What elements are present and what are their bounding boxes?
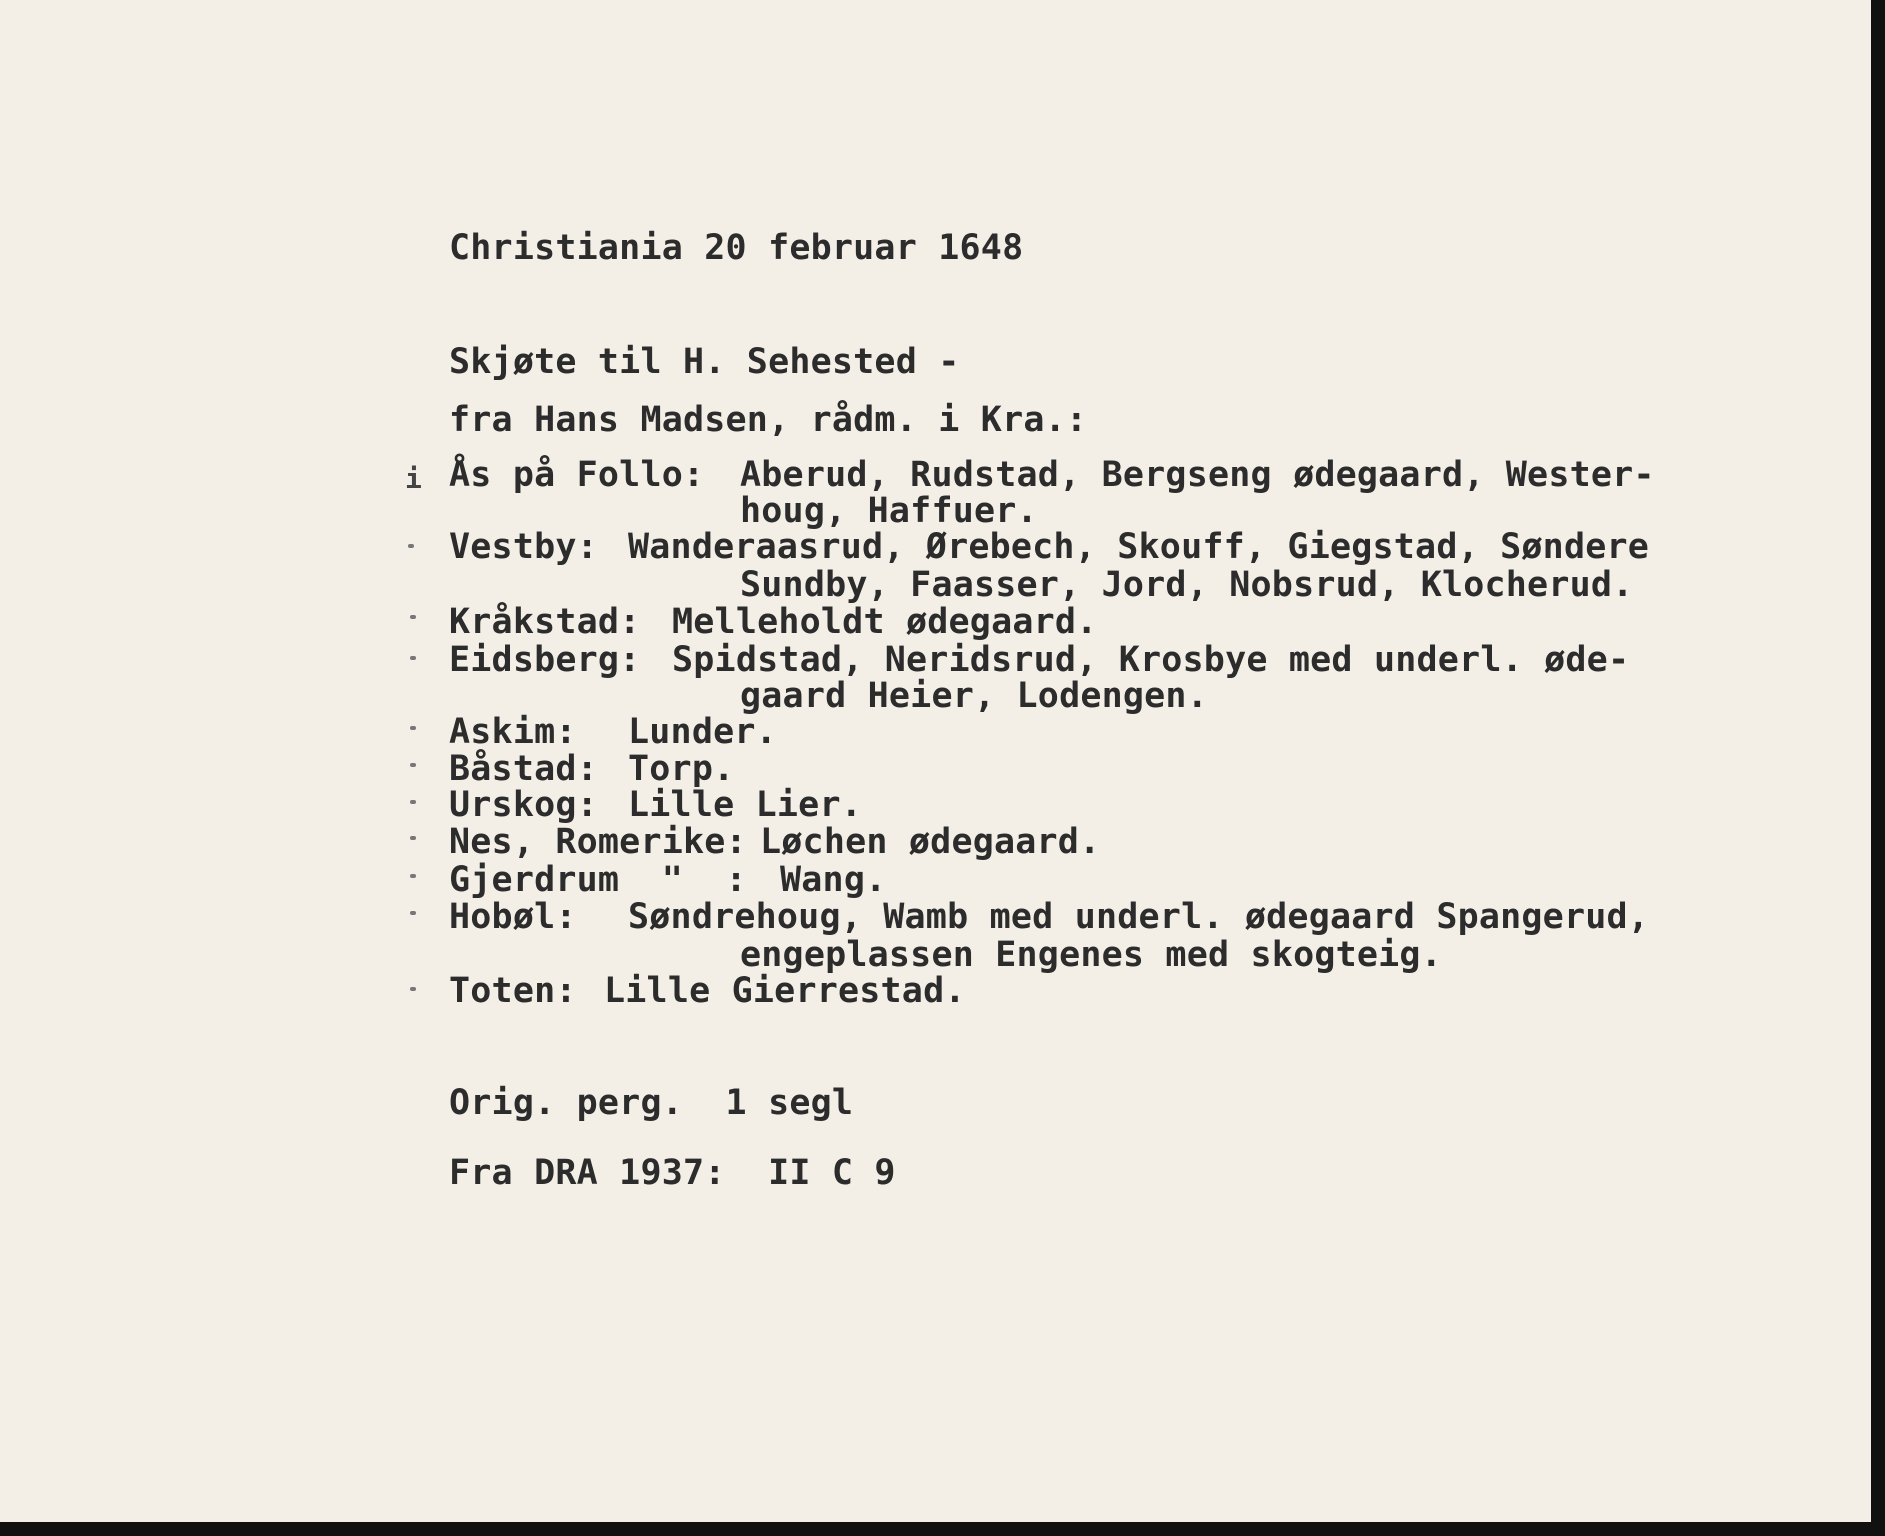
margin-tick — [410, 987, 416, 991]
margin-tick — [410, 726, 416, 730]
margin-tick — [410, 836, 416, 840]
entry-text-bastad-1: Torp. — [628, 749, 735, 789]
footer-source: Fra DRA 1937: II C 9 — [449, 1153, 896, 1193]
entry-label-as-pa-follo: Ås på Follo: — [449, 455, 705, 495]
margin-tick — [410, 800, 416, 804]
footer-original: Orig. perg. 1 segl — [449, 1083, 854, 1123]
entry-text-eidsberg-2: gaard Heier, Lodengen. — [740, 676, 1208, 716]
entry-label-urskog: Urskog: — [449, 785, 598, 825]
margin-tick — [410, 763, 416, 767]
entry-text-vestby-1: Wanderaasrud, Ørebech, Skouff, Giegstad, Søndere — [628, 527, 1650, 567]
entry-label-toten: Toten: — [449, 971, 577, 1011]
entry-text-toten-1: Lille Gierrestad. — [604, 971, 966, 1011]
entry-text-hobol-1: Søndrehoug, Wamb med underl. ødegaard Spangerud, — [628, 897, 1650, 937]
date-line: Christiania 20 februar 1648 — [449, 228, 1024, 268]
entry-label-nes-romerike: Nes, Romerike: — [449, 822, 747, 862]
title-line: Skjøte til H. Sehested - — [449, 342, 960, 382]
entry-label-krakstad: Kråkstad: — [449, 602, 641, 642]
entry-text-as-pa-follo-2: houg, Haffuer. — [740, 491, 1038, 531]
entry-text-as-pa-follo-1: Aberud, Rudstad, Bergseng ødegaard, Wester- — [740, 455, 1655, 495]
margin-tick — [410, 656, 416, 660]
entry-label-askim: Askim: — [449, 712, 577, 752]
from-line: fra Hans Madsen, rådm. i Kra.: — [449, 400, 1088, 440]
entry-text-nes-romerike-1: Løchen ødegaard. — [760, 822, 1101, 862]
margin-tick — [410, 615, 416, 619]
entry-text-krakstad-1: Melleholdt ødegaard. — [672, 602, 1098, 642]
entry-label-eidsberg: Eidsberg: — [449, 640, 641, 680]
entry-text-urskog-1: Lille Lier. — [628, 785, 862, 825]
margin-marker: i — [405, 462, 422, 495]
margin-tick — [410, 911, 416, 915]
entry-text-askim-1: Lunder. — [628, 712, 777, 752]
entry-text-gjerdrum-1: Wang. — [780, 860, 887, 900]
entry-label-gjerdrum: Gjerdrum " : — [449, 860, 747, 900]
entry-text-vestby-2: Sundby, Faasser, Jord, Nobsrud, Klocherud. — [740, 565, 1634, 605]
entry-label-vestby: Vestby: — [449, 527, 598, 567]
entry-label-bastad: Båstad: — [449, 749, 598, 789]
margin-tick — [408, 544, 414, 548]
entry-text-hobol-2: engeplassen Engenes med skogteig. — [740, 935, 1442, 975]
entry-text-eidsberg-1: Spidstad, Neridsrud, Krosbye med underl. øde- — [672, 640, 1630, 680]
margin-tick — [410, 874, 416, 878]
entry-label-hobol: Hobøl: — [449, 897, 577, 937]
